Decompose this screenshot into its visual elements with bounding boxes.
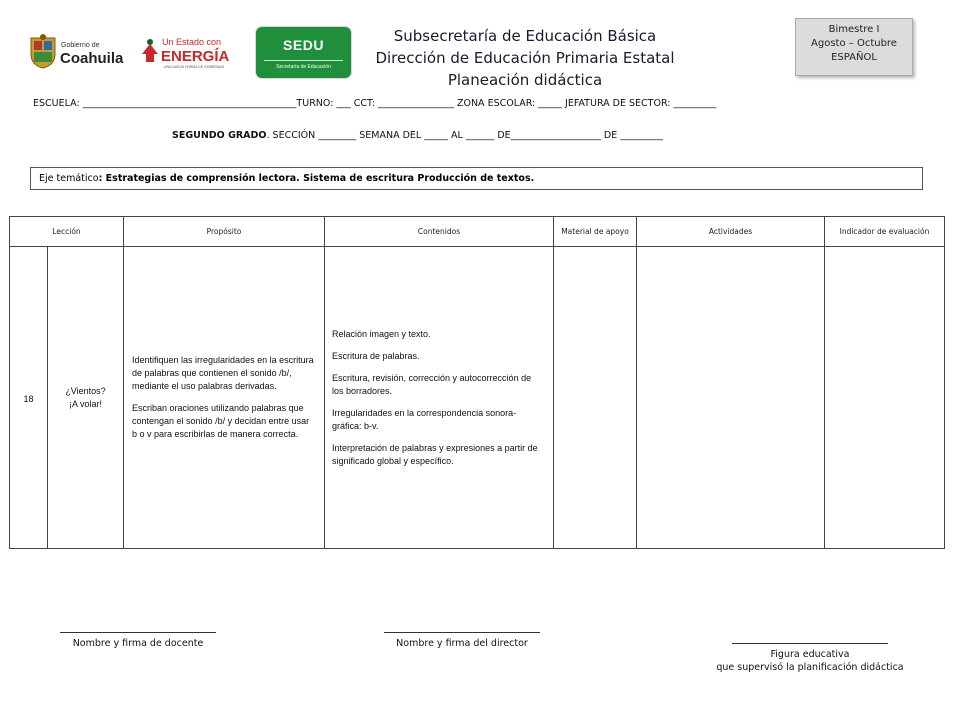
seccion-semana-fields: . SECCIÓN ________ SEMANA DEL _____ AL ______ DE___________________ DE _________ bbox=[266, 130, 664, 141]
grado-label: SEGUNDO GRADO bbox=[172, 130, 267, 141]
title-planeacion: Planeación didáctica bbox=[447, 71, 603, 89]
signature-line bbox=[732, 641, 888, 644]
table-header-row bbox=[10, 217, 945, 247]
sedu-logo-name: SEDU bbox=[283, 37, 324, 53]
lesson-name-cell bbox=[48, 247, 124, 549]
escuela-line: ESCUELA: _____________________________________________TURNO: ___ CCT: ________________ ZONA ESCOLAR: _____ JEFATURA DE SECTOR: _________ bbox=[33, 98, 717, 109]
proposito-item: Escriban oraciones utilizando palabras que contengan el sonido /b/ y decidan entre usar b o v para escribirlas de manera correcta. bbox=[132, 403, 310, 439]
eje-tematico-label: Eje temático bbox=[39, 173, 99, 184]
bimestre-label: Bimestre I bbox=[828, 24, 880, 35]
signature-figura-line1: Figura educativa bbox=[770, 649, 850, 660]
contenido-item: Interpretación de palabras y expresiones a partir de significado global y específico. bbox=[332, 442, 538, 466]
signature-line bbox=[384, 630, 540, 633]
proposito-cell bbox=[124, 247, 325, 549]
sedu-logo-subtitle: Secretaría de Educación bbox=[276, 64, 331, 70]
title-direccion: Dirección de Educación Primaria Estatal bbox=[375, 49, 675, 67]
signature-director bbox=[382, 630, 542, 650]
contenido-item: Relación imagen y texto. bbox=[332, 328, 431, 339]
estado-energia-logo bbox=[138, 32, 242, 70]
lesson-number-cell bbox=[10, 247, 48, 549]
header-leccion: Lección bbox=[10, 217, 124, 247]
header-proposito: Propósito bbox=[124, 217, 325, 247]
header-material: Material de apoyo bbox=[554, 217, 637, 247]
contenido-item: Escritura de palabras. bbox=[332, 350, 420, 361]
signature-docente bbox=[58, 630, 218, 650]
grado-line bbox=[172, 130, 663, 141]
indicador-cell bbox=[825, 247, 945, 549]
planning-table bbox=[9, 216, 945, 549]
signature-line bbox=[60, 630, 216, 633]
lesson-number: 18 bbox=[23, 393, 34, 404]
bimestre-months: Agosto – Octubre bbox=[811, 38, 897, 49]
contenido-item: Escritura, revisión, corrección y autocorrección de los borradores. bbox=[332, 372, 532, 396]
lesson-name-line1: ¿Vientos? bbox=[65, 385, 106, 396]
proposito-item: Identifiquen las irregularidades en la escritura de palabras que contienen el sonido /b/, mediante el uso palabras derivadas. bbox=[132, 355, 314, 391]
gobierno-coahuila-logo bbox=[28, 32, 130, 70]
lesson-name-line2: ¡A volar! bbox=[68, 398, 102, 409]
actividades-cell bbox=[637, 247, 825, 549]
header-contenidos: Contenidos bbox=[325, 217, 554, 247]
eje-tematico-text: : Estrategias de comprensión lectora. Sistema de escritura Producción de textos. bbox=[98, 173, 535, 184]
energia-logo-line2: ENERGÍA bbox=[161, 48, 230, 65]
header-indicador: Indicador de evaluación bbox=[825, 217, 945, 247]
sedu-logo bbox=[256, 27, 351, 78]
contenidos-cell bbox=[325, 247, 554, 549]
signature-figura-educativa bbox=[690, 641, 930, 674]
title-subsecretaria: Subsecretaría de Educación Básica bbox=[393, 27, 657, 45]
coahuila-logo-line1: Gobierno de bbox=[61, 42, 100, 49]
coahuila-logo-line2: Coahuila bbox=[60, 50, 124, 67]
energia-logo-line1: Un Estado con bbox=[162, 37, 222, 47]
signature-figura-line2: que supervisó la planificación didáctica bbox=[716, 662, 904, 673]
signature-docente-label: Nombre y firma de docente bbox=[72, 638, 204, 649]
signature-director-label: Nombre y firma del director bbox=[396, 638, 528, 649]
material-cell bbox=[554, 247, 637, 549]
bimestre-subject: ESPAÑOL bbox=[831, 52, 877, 63]
contenido-item: Irregularidades en la correspondencia sonora-gráfica: b-v. bbox=[332, 407, 517, 431]
table-row bbox=[10, 247, 945, 549]
sedu-logo-divider bbox=[264, 60, 343, 61]
header-actividades: Actividades bbox=[637, 217, 825, 247]
energia-logo-tagline: UNA NUEVA FORMA DE GOBERNAR bbox=[164, 65, 225, 69]
bimestre-box bbox=[795, 18, 913, 76]
eje-tematico-box bbox=[30, 167, 923, 190]
